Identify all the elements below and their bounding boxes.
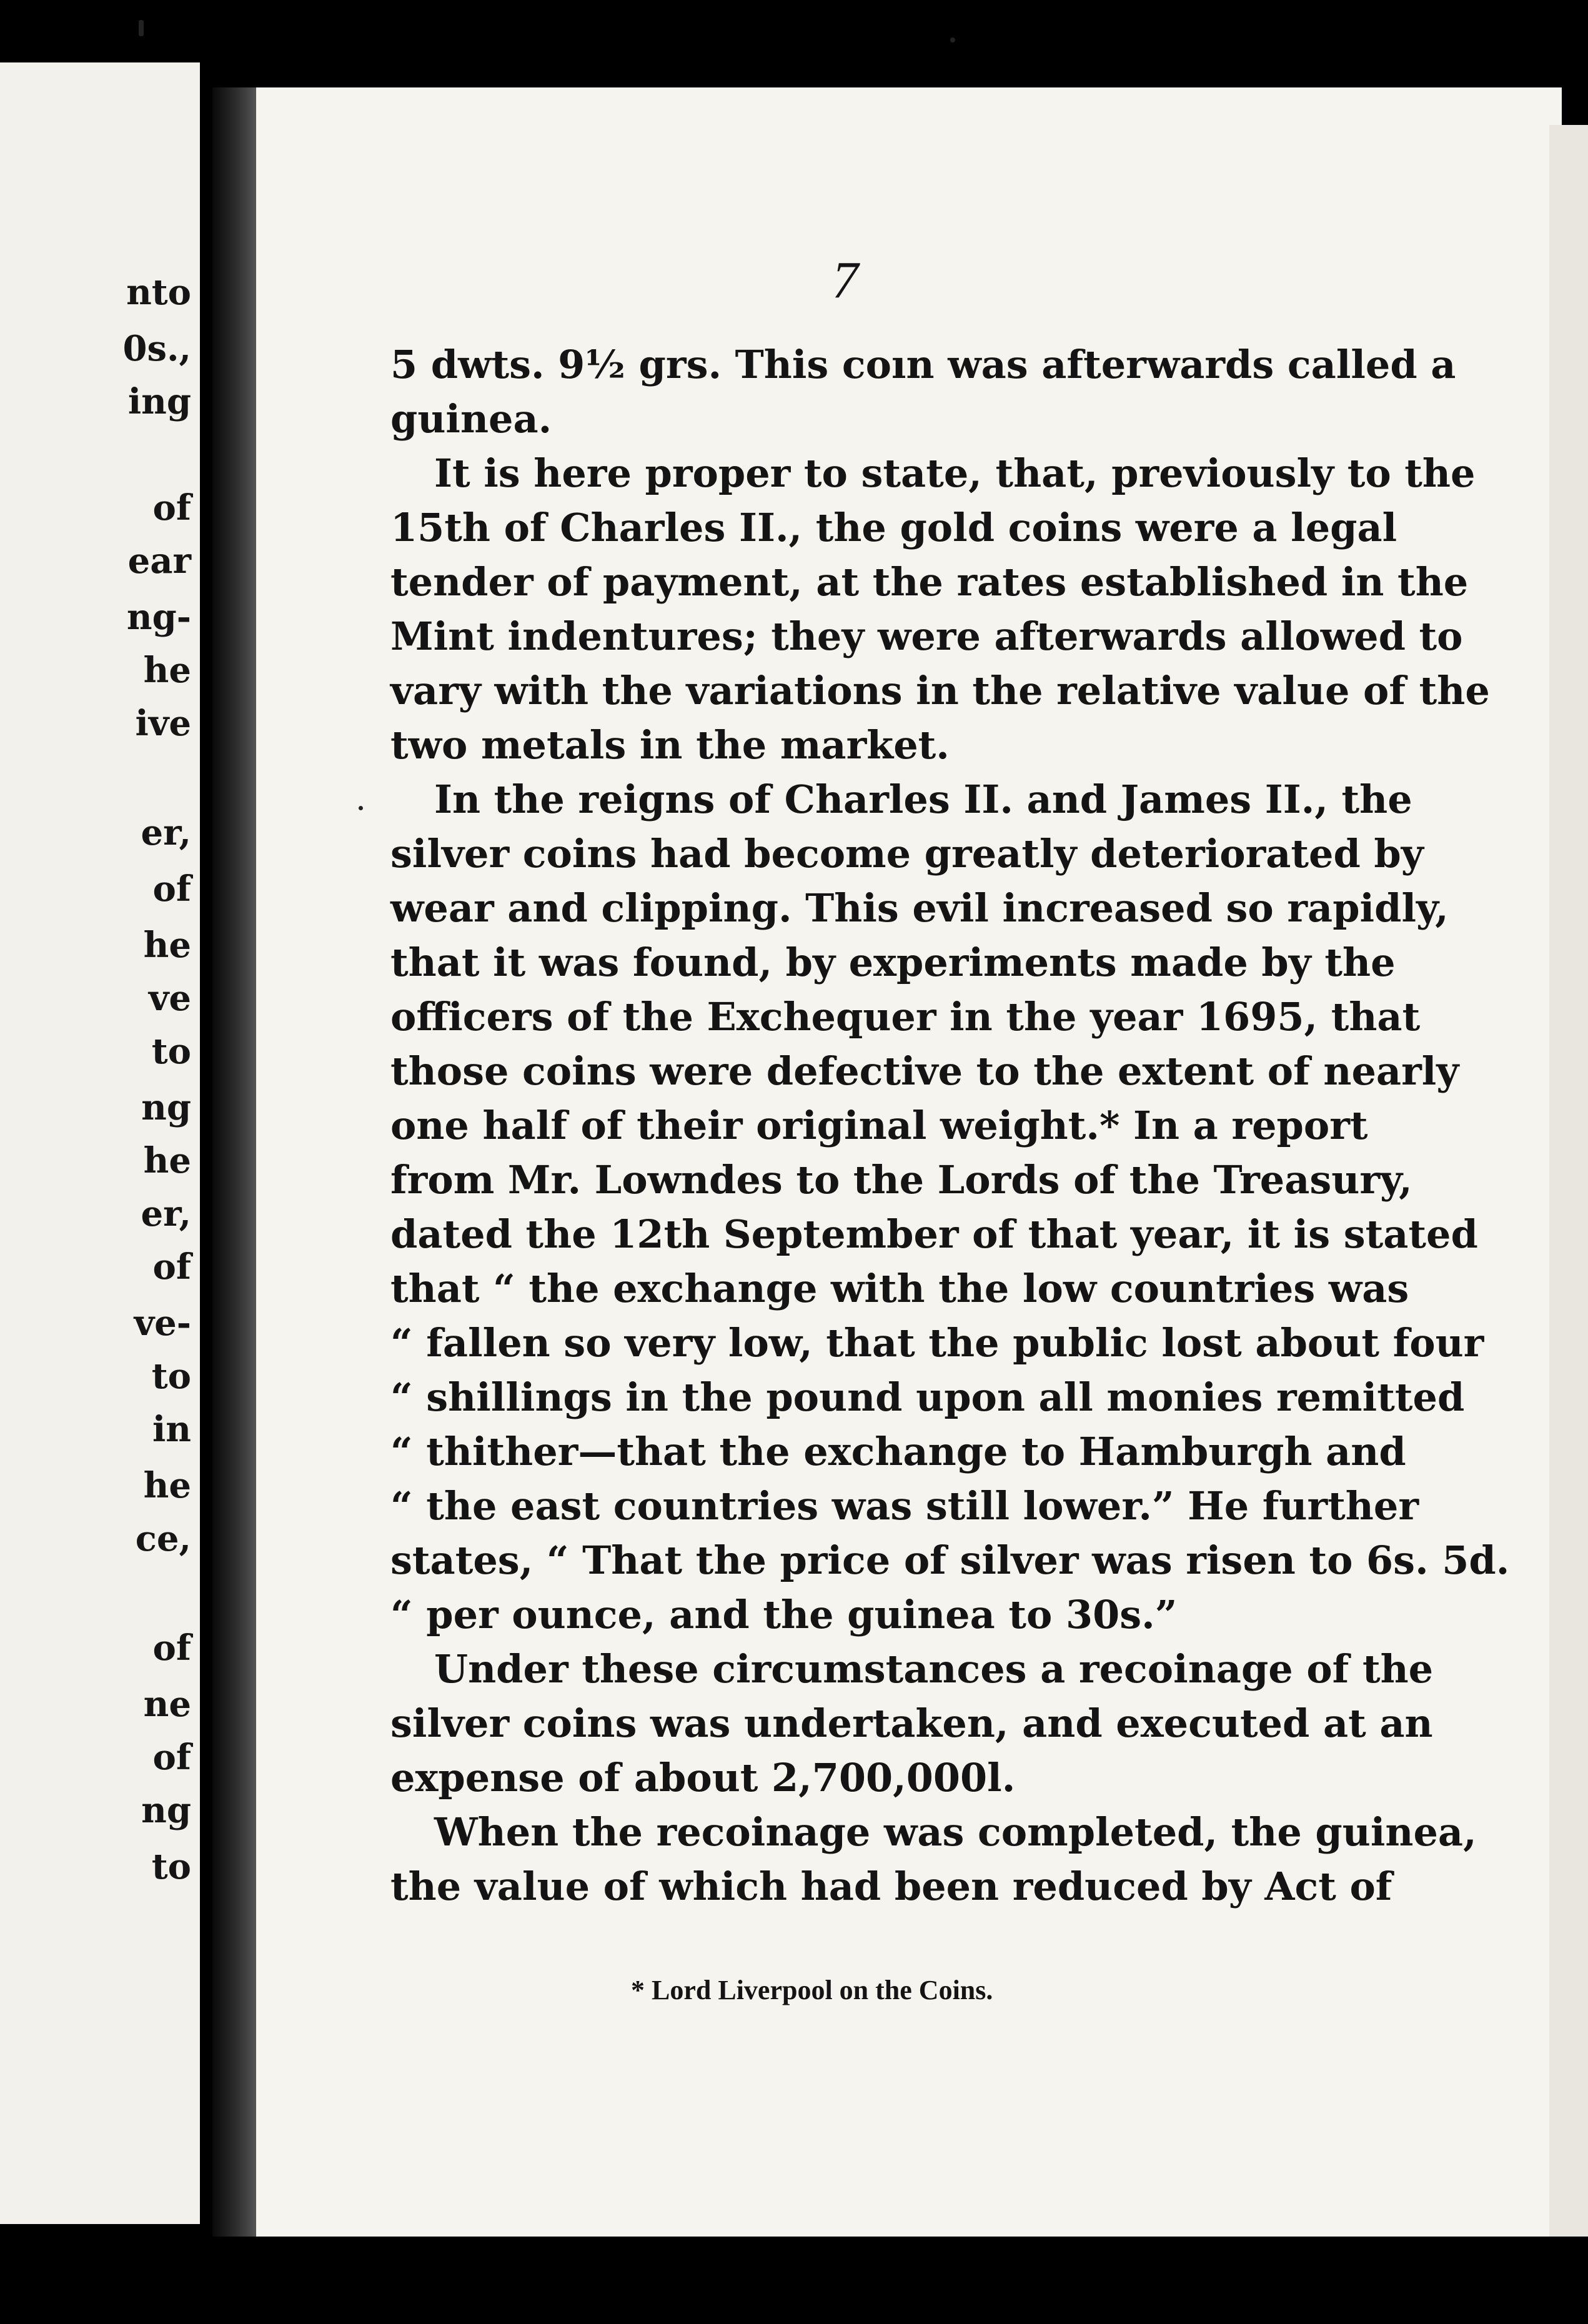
text-line: It is here proper to state, that, previously to the — [434, 450, 1476, 496]
left-page-fragment: er, — [141, 1193, 191, 1234]
left-page-fragment: he — [143, 1465, 191, 1506]
text-line: two metals in the market. — [390, 722, 950, 768]
left-page-fragment: er, — [141, 812, 191, 853]
left-page-fragment: ear — [127, 540, 191, 582]
text-line: wear and clipping. This evil increased so rapidly, — [390, 885, 1449, 931]
scan-speck — [139, 20, 144, 36]
previous-page-edge — [0, 62, 200, 2224]
text-line: “ the east countries was still lower.” He further — [390, 1483, 1419, 1529]
text-line: Under these circumstances a recoinage of the — [434, 1646, 1434, 1692]
scan-speck — [950, 37, 955, 42]
left-page-fragment: ng- — [126, 597, 191, 638]
text-line: states, “ That the price of silver was risen to 6s. 5d. — [390, 1537, 1510, 1583]
text-line: officers of the Exchequer in the year 1695, that — [390, 994, 1421, 1040]
paragraph — [390, 446, 1490, 772]
left-page-fragment: nto — [126, 272, 191, 313]
paragraph — [390, 1805, 1477, 1914]
text-line: that “ the exchange with the low countries was — [390, 1266, 1409, 1311]
left-page-fragment: of — [152, 868, 191, 910]
left-page-fragment: he — [143, 925, 191, 966]
text-line: When the recoinage was completed, the guinea, — [434, 1809, 1477, 1855]
left-page-fragment: ve — [148, 978, 191, 1019]
text-line: those coins were defective to the extent of nearly — [390, 1048, 1459, 1094]
text-line: “ thither—that the exchange to Hamburgh and — [390, 1429, 1406, 1474]
next-page-edge — [1549, 125, 1588, 2237]
left-page-fragment: to — [151, 1846, 191, 1887]
paragraph — [390, 1642, 1434, 1805]
left-page-fragment: 0s., — [122, 328, 191, 369]
text-line: “ per ounce, and the guinea to 30s.” — [390, 1592, 1178, 1637]
text-line: “ shillings in the pound upon all monies remitted — [390, 1374, 1465, 1420]
text-line: “ fallen so very low, that the public lost about four — [390, 1320, 1484, 1366]
left-page-fragment: to — [151, 1356, 191, 1397]
left-page-fragment: ne — [143, 1684, 191, 1725]
text-line: vary with the variations in the relative value of the — [390, 668, 1490, 713]
book-gutter — [212, 87, 256, 2237]
text-line: one half of their original weight.* In a report — [390, 1103, 1368, 1148]
text-line: guinea. — [390, 396, 552, 442]
body-text — [390, 337, 1510, 1914]
left-page-fragment: of — [152, 1246, 191, 1288]
left-page-fragment: he — [143, 1140, 191, 1181]
page-number: 7 — [832, 251, 858, 309]
text-line: silver coins had become greatly deteriorated by — [390, 831, 1424, 876]
text-line: expense of about 2,700,000l. — [390, 1755, 1016, 1800]
left-page-fragment: ing — [127, 381, 191, 422]
left-page-fragment: of — [152, 1737, 191, 1778]
text-line: from Mr. Lowndes to the Lords of the Treasury, — [390, 1157, 1412, 1203]
text-line: silver coins was undertaken, and executed at an — [390, 1701, 1433, 1746]
left-page-fragment: ng — [141, 1087, 191, 1128]
left-page-fragment: ve- — [134, 1303, 191, 1344]
footnote: * Lord Liverpool on the Coins. — [631, 1975, 993, 2005]
left-page-fragment: of — [152, 1627, 191, 1669]
text-line: Mint indentures; they were afterwards allowed to — [390, 613, 1463, 659]
text-line: 5 dwts. 9½ grs. This coın was afterwards called a — [390, 342, 1456, 387]
scan-speck — [359, 806, 363, 810]
paragraph — [390, 337, 1456, 446]
left-page-fragment: in — [152, 1409, 191, 1450]
text-line: the value of which had been reduced by Act of — [390, 1864, 1392, 1909]
left-page-fragment: ive — [135, 703, 191, 744]
left-page-fragment: of — [152, 487, 191, 529]
left-page-fragment: he — [143, 650, 191, 691]
text-line: In the reigns of Charles II. and James II., the — [434, 777, 1412, 822]
paragraph — [390, 772, 1510, 1642]
left-page-fragment: ng — [141, 1790, 191, 1831]
text-line: tender of payment, at the rates established in the — [390, 559, 1469, 605]
left-page-fragment: to — [151, 1031, 191, 1072]
text-line: dated the 12th September of that year, it is stated — [390, 1211, 1478, 1257]
text-line: 15th of Charles II., the gold coins were a legal — [390, 505, 1397, 550]
text-line: that it was found, by experiments made by the — [390, 940, 1396, 985]
left-page-fragment: ce, — [135, 1518, 191, 1559]
